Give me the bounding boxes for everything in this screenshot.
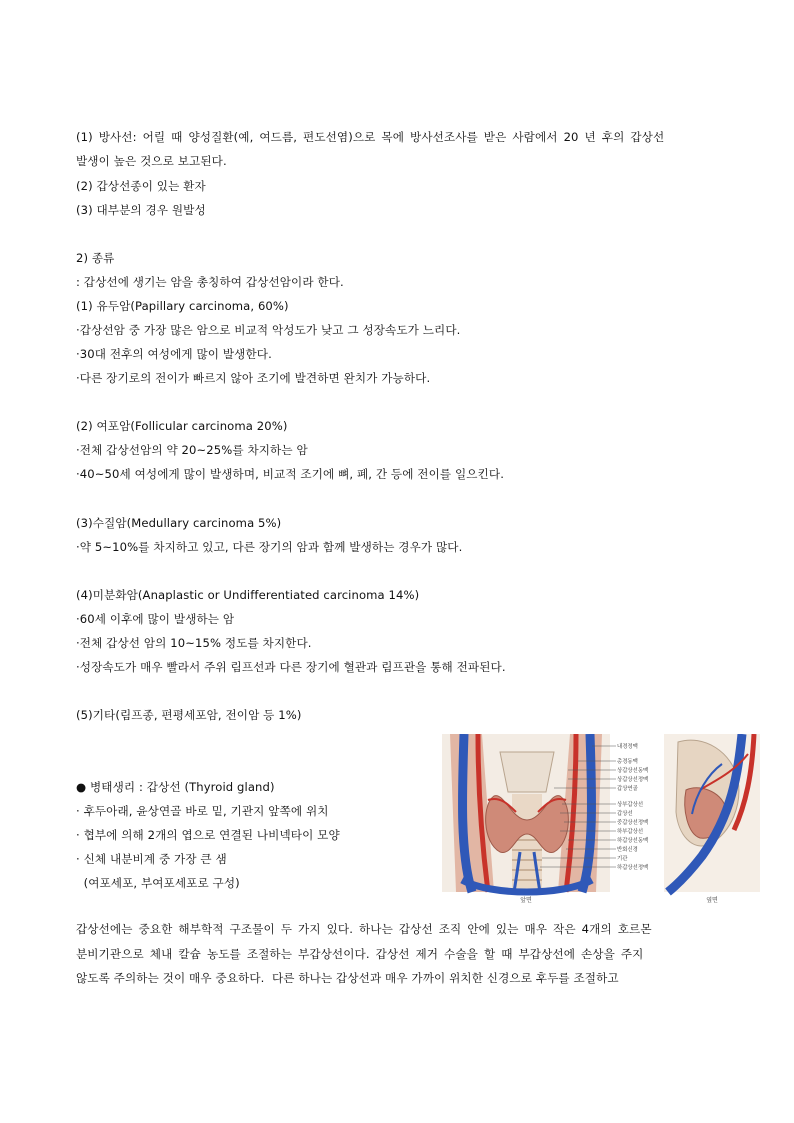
label-middle-thyroid-vein: 중갑상선정맥	[617, 820, 649, 826]
pathophysiology-heading: ● 병태생리 : 갑상선 (Thyroid gland)	[76, 780, 275, 794]
closing-line-2: 분비기관으로 체내 칼슘 농도를 조절하는 부갑상선이다. 갑상선 제거 수술을 할 때 부갑상선에 손상을 주지	[76, 947, 644, 961]
papillary-title: (1) 유두암(Papillary carcinoma, 60%)	[76, 299, 289, 313]
pathophysiology-item: · 신체 내분비계 중 가장 큰 샘	[76, 852, 227, 866]
follicular-item: ·40~50세 여성에게 많이 발생하며, 비교적 조기에 뼈, 폐, 간 등에 전이를 일으킨다.	[76, 467, 504, 481]
anaplastic-title: (4)미분화암(Anaplastic or Undifferentiated carcinoma 14%)	[76, 588, 420, 602]
anatomy-labels	[617, 742, 648, 871]
cause-line-1: (1) 방사선: 어릴 때 양성질환(예, 여드름, 편도선염)으로 목에 방사선조사를 받은 사람에서 20 년 후의 갑상선	[76, 130, 665, 144]
papillary-item: ·30대 전후의 여성에게 많이 발생한다.	[76, 347, 272, 361]
pathophysiology-item: · 후두아래, 윤상연골 바로 밑, 기관지 앞쪽에 위치	[76, 804, 329, 818]
cause-line-3: (2) 갑상선종이 있는 환자	[76, 179, 206, 193]
pathophysiology-item: (여포세포, 부여포세포로 구성)	[76, 876, 240, 890]
medullary-title: (3)수질암(Medullary carcinoma 5%)	[76, 516, 282, 530]
other-types: (5)기타(림프종, 편평세포암, 전이암 등 1%)	[76, 708, 302, 722]
label-inferior-thyroid-artery: 하갑상선동맥	[617, 838, 649, 844]
label-superior-thyroid-artery: 상갑상선동맥	[617, 768, 649, 774]
closing-line-3: 않도록 주의하는 것이 매우 중요하다. 다른 하나는 갑상선과 매우 가까이 위치한 신경으로 후두를 조절하고	[76, 971, 619, 985]
papillary-item: ·갑상선암 중 가장 많은 암으로 비교적 악성도가 낮고 그 성장속도가 느리다.	[76, 323, 461, 337]
cause-line-2: 발생이 높은 것으로 보고된다.	[76, 154, 227, 168]
anterior-view-caption: 앞면	[520, 897, 532, 904]
types-heading: 2) 종류	[76, 251, 115, 265]
label-superior-thyroid-vein: 상갑상선정맥	[617, 777, 649, 783]
pathophysiology-item: · 협부에 의해 2개의 엽으로 연결된 나비넥타이 모양	[76, 828, 340, 842]
label-superior-parathyroid: 상부갑상선	[617, 802, 644, 808]
closing-line-1: 갑상선에는 중요한 해부학적 구조물이 두 가지 있다. 하나는 갑상선 조직 안에 있는 매우 작은 4개의 호르몬	[76, 922, 652, 936]
follicular-item: ·전체 갑상선암의 약 20~25%를 차지하는 암	[76, 443, 308, 457]
thyroid-anatomy-figure	[442, 734, 760, 904]
label-inferior-parathyroid: 하부갑상선	[617, 829, 644, 835]
label-internal-jugular-vein: 내경정맥	[617, 744, 638, 750]
lateral-view-caption: 옆면	[706, 897, 718, 904]
label-thyroid: 갑상선	[617, 811, 633, 817]
label-recurrent-nerve: 반회신경	[617, 847, 638, 853]
label-thyroid-cartilage: 갑상연골	[617, 786, 638, 792]
label-common-carotid-artery: 총경동맥	[617, 759, 638, 765]
types-intro: : 갑상선에 생기는 암을 총칭하여 갑상선암이라 한다.	[76, 275, 344, 289]
anaplastic-item: ·전체 갑상선 암의 10~15% 정도를 차지한다.	[76, 636, 312, 650]
anaplastic-item: ·60세 이후에 많이 발생하는 암	[76, 612, 235, 626]
papillary-item: ·다른 장기로의 전이가 빠르지 않아 조기에 발견하면 완치가 가능하다.	[76, 371, 431, 385]
label-trachea: 기관	[617, 856, 628, 862]
cause-line-4: (3) 대부분의 경우 원발성	[76, 203, 206, 217]
follicular-title: (2) 여포암(Follicular carcinoma 20%)	[76, 419, 288, 433]
medullary-item: ·약 5~10%를 차지하고 있고, 다른 장기의 암과 함께 발생하는 경우가 많다.	[76, 540, 463, 554]
thyroid-anatomy-illustration	[442, 734, 760, 904]
lateral-view	[664, 734, 760, 892]
anaplastic-item: ·성장속도가 매우 빨라서 주위 림프선과 다른 장기에 혈관과 림프관을 통해 전파된다.	[76, 660, 506, 674]
label-inferior-thyroid-vein: 하갑상선정맥	[617, 865, 649, 871]
